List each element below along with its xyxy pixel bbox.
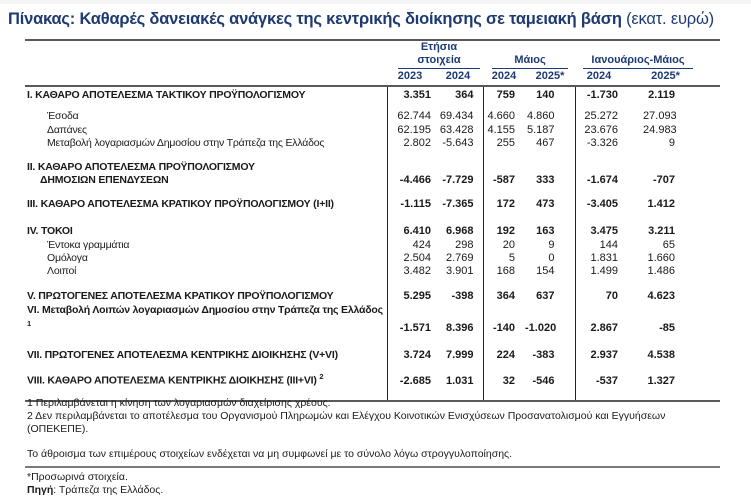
cell-value: 3.724 [387,336,433,363]
source-note [25,484,720,497]
cell-value: 62.195 [387,124,433,137]
cell-value: 140 [525,86,575,108]
cell-value: -2.685 [387,363,433,401]
cell-value: 9 [525,239,575,252]
row-label-text: VII. ΠΡΩΤΟΓΕΝΕΣ ΑΠΟΤΕΛΕΣΜΑ ΚΕΝΤΡΙΚΗΣ ΔΙΟΙΚΗΣΗΣ (V+VI) [27,348,338,361]
cell-value: 759 [496,89,516,101]
year-header: 2025* [525,69,575,86]
col-group-annual [387,40,483,69]
cell-value: -1.020 [525,304,575,336]
cell-value: 4.660 [487,110,516,122]
row-label-text: V. ΠΡΩΤΟΓΕΝΕΣ ΑΠΟΤΕΛΕΣΜΑ ΚΡΑΤΙΚΟΥ ΠΡΟΫΠΟΛΟΓΙΣΜΟΥ [27,290,334,302]
cell-value: 333 [525,150,575,188]
cell-value: 6.968 [433,212,483,239]
title-unit: (εκατ. ευρώ) [626,10,714,28]
cell-value: 144 [599,239,619,251]
source-text: : Τράπεζα της Ελλάδος. [53,484,164,496]
cell-value: 70 [605,290,619,302]
row-label-text: Δαπάνες [47,124,87,136]
cell-value: 364 [496,290,516,302]
row-label [25,124,387,137]
table-row [25,252,720,265]
cell-value: 4.155 [487,124,516,136]
row-label [25,336,387,363]
cell-value: 62.744 [387,108,433,124]
row-label-text: Έντοκα γραμμάτια [47,239,130,251]
row-label-text: Ομόλογα [47,252,88,264]
cell-value: 1.327 [643,363,720,401]
row-label-text: II. ΚΑΘΑΡΟ ΑΠΟΤΕΛΕΣΜΑ ΠΡΟΫΠΟΛΟΓΙΣΜΟΥ [27,161,255,173]
cell-value: -1.730 [586,89,619,101]
table-row [25,239,720,252]
cell-value: -546 [525,363,575,401]
cell-value: 6.410 [387,212,433,239]
col-group-may-label: Μάιος [492,54,568,69]
cell-value: 5 [508,252,516,264]
rounding-note: Το άθροισμα των επιμέρους στοιχείων ενδέχεται να μη συμφωνεί με το σύνολο λόγω στρογγυλοποίησης. [27,448,513,460]
cell-value: 8.396 [433,304,483,336]
row-label-text: Λοιποί [47,265,77,277]
cell-value: 473 [525,188,575,212]
table-row [25,108,720,124]
footnote-2: 2 Δεν περιλαμβάνεται το αποτέλεσμα του Οργανισμού Πληρωμών και Ελέγχου Κοινοτικών Ενισχύσεων Προσανατολισμού και Εγγυήσεων (ΟΠΕΚΕΠΕ). [27,410,666,435]
cell-value: 1.486 [647,265,676,277]
cell-value: 24.983 [643,124,677,136]
data-table [25,39,720,402]
year-header: 2024 [433,69,483,86]
row-label [25,363,387,401]
row-label [25,108,387,124]
cell-value: 255 [496,137,516,149]
cell-value: -7.365 [433,188,483,212]
cell-value: 1.031 [433,363,483,401]
cell-value: 1.499 [590,265,619,277]
cell-value: 2.119 [648,89,676,101]
cell-value: 25.272 [584,110,619,122]
cell-value: 224 [496,348,516,361]
row-label-text: Μεταβολή λογαριασμών Δημοσίου στην Τράπεζα της Ελλάδος [47,137,325,149]
col-group-may [483,40,575,69]
row-label [25,252,387,265]
cell-value: 364 [433,86,483,108]
cell-value: 5.187 [525,124,575,137]
cell-value: 32 [483,363,525,401]
year-header: 2023 [387,69,433,86]
row-label [25,137,387,150]
table-header [25,40,720,86]
row-label [25,212,387,239]
cell-value: 168 [496,265,516,277]
cell-value: -1.115 [387,188,433,212]
cell-value: -4.466 [387,150,433,188]
cell-value: -587 [492,174,516,186]
cell-value: 2.937 [590,348,619,361]
row-label-line2: ΔΗΜΟΣΙΩΝ ΕΠΕΝΔΥΣΕΩΝ [40,174,169,186]
cell-value: 163 [525,212,575,239]
cell-value: 65 [662,239,676,251]
cell-value: 1.412 [647,198,676,210]
source-label: Πηγή [27,484,54,496]
row-label [25,239,387,252]
row-label-text: Έσοδα [47,110,79,122]
table-row [25,336,720,363]
cell-value: 172 [496,198,516,210]
row-label [25,86,387,108]
table-row [25,137,720,150]
cell-value: 2.867 [590,321,619,334]
table-row [25,304,720,336]
cell-value: -1.571 [387,304,433,336]
cell-value: 3.901 [433,265,483,278]
table-row [25,188,720,212]
cell-value: 3.211 [648,225,676,237]
cell-value: 3.351 [387,86,433,108]
table-body [25,86,720,401]
footnote-marker: 1 [27,319,31,328]
row-label-text: III. ΚΑΘΑΡΟ ΑΠΟΤΕΛΕΣΜΑ ΚΡΑΤΙΚΟΥ ΠΡΟΫΠΟΛΟΓΙΣΜΟΥ (I+II) [27,198,334,210]
cell-value: 298 [433,239,483,252]
year-header: 2025* [643,69,720,86]
cell-value: -1.674 [586,174,619,186]
cell-value: -140 [492,321,516,334]
cell-value: -7.729 [433,150,483,188]
cell-value: 4.860 [525,108,575,124]
year-header: 2024 [575,69,643,86]
col-group-annual-label: Ετήσια στοιχεία [398,41,480,69]
title-text: Πίνακας: Καθαρές δανειακές ανάγκες της κεντρικής διοίκησης σε ταμειακή βάση [8,10,622,28]
cell-value: 69.434 [433,108,483,124]
cell-value: -3.405 [586,198,619,210]
cell-value: 3.475 [590,225,619,237]
row-label [25,188,387,212]
cell-value: 1.831 [590,252,619,264]
row-label [25,265,387,278]
provisional-note: *Προσωρινά στοιχεία. [25,466,720,484]
cell-value: -5.643 [433,137,483,150]
row-label-text: VIII. ΚΑΘΑΡΟ ΑΠΟΤΕΛΕΣΜΑ ΚΕΝΤΡΙΚΗΣ ΔΙΟΙΚΗΣΗΣ (III+VI) [27,374,317,387]
page-title [8,10,748,29]
cell-value: 23.676 [584,124,619,136]
cell-value: 0 [525,252,575,265]
column-group-row [25,40,720,69]
cell-value: -383 [525,336,575,363]
footnotes [25,397,720,497]
cell-value: -537 [575,363,643,401]
header-spacer [25,69,387,86]
top-edge-artifact [0,0,751,4]
cell-value: -3.326 [586,137,619,149]
row-label-text: IV. ΤΟΚΟΙ [27,225,73,237]
row-label [25,278,387,304]
footnote-1: 1 Περιλαμβάνεται η κίνηση των λογαριασμών διαχείρισης χρέους. [27,397,331,409]
cell-value: 154 [525,265,575,278]
table-row [25,124,720,137]
cell-value: 27.093 [643,110,677,122]
table-row [25,86,720,108]
cell-value: 20 [502,239,516,251]
cell-value: -85 [659,321,676,334]
row-label-text: I. ΚΑΘΑΡΟ ΑΠΟΤΕΛΕΣΜΑ ΤΑΚΤΙΚΟΥ ΠΡΟΫΠΟΛΟΓΙΣΜΟΥ [27,89,306,101]
cell-value: 4.538 [647,348,676,361]
year-header-row [25,69,720,86]
cell-value: -398 [433,278,483,304]
row-label [25,304,387,336]
cell-value: 637 [525,278,575,304]
cell-value: 2.802 [387,137,433,150]
table-row [25,278,720,304]
cell-value: 2.504 [387,252,433,265]
row-label [25,150,387,188]
cell-value: 3.482 [387,265,433,278]
cell-value: 192 [496,225,516,237]
cell-value: 63.428 [433,124,483,137]
cell-value: 2.769 [433,252,483,265]
header-spacer [25,40,387,69]
cell-value: 1.660 [647,252,676,264]
table-row [25,212,720,239]
cell-value: 467 [525,137,575,150]
row-label-text: VI. Μεταβολή Λοιπών λογαριασμών Δημοσίου στην Τράπεζα της Ελλάδος [27,304,383,316]
table-row [25,150,720,188]
cell-value: 424 [387,239,433,252]
col-group-jan-may [575,40,720,69]
cell-value: 7.999 [433,336,483,363]
table-row [25,363,720,401]
cell-value: 4.623 [647,290,676,302]
table-row [25,265,720,278]
cell-value: 9 [668,137,676,149]
cell-value: -707 [653,174,676,186]
cell-value: 5.295 [387,278,433,304]
col-group-jan-may-label: Ιανουάριος-Μάιος [583,54,693,69]
year-header: 2024 [483,69,525,86]
footnote-marker: 2 [319,372,324,381]
